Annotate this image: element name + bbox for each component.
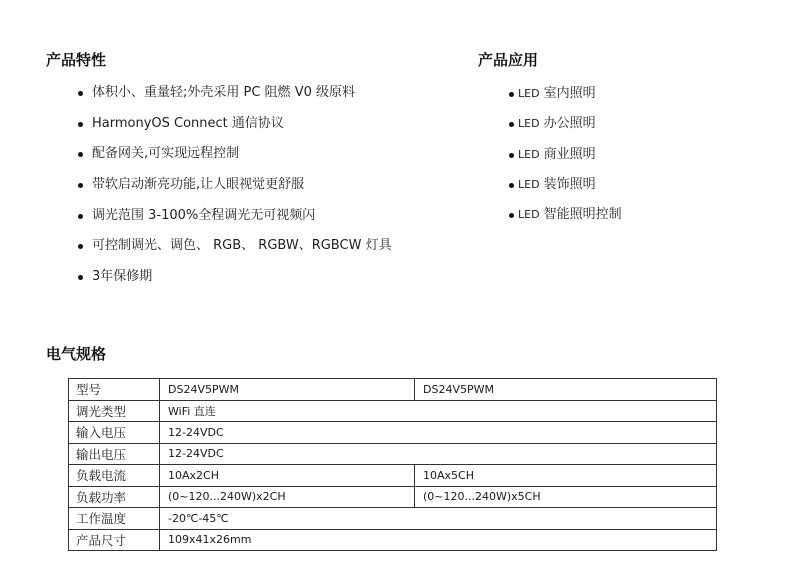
bullet-icon [78, 122, 83, 127]
table-row [69, 379, 717, 401]
feature-item [78, 82, 392, 113]
spec-value: 12-24VDC [160, 422, 717, 444]
application-list [509, 83, 622, 234]
feature-list [78, 82, 392, 297]
feature-text: 配备网关,可实现远程控制 [92, 146, 240, 162]
feature-item [78, 235, 392, 266]
bullet-icon [78, 244, 83, 249]
spec-value: DS24V5PWM [415, 379, 717, 401]
led-prefix: LED [518, 208, 540, 222]
feature-item [78, 143, 392, 174]
feature-text: 3年保修期 [92, 269, 153, 285]
feature-item [78, 113, 392, 144]
feature-text: 带软启动渐亮功能,让人眼视觉更舒服 [92, 177, 305, 193]
spec-value: (0~120...240W)x2CH [160, 486, 415, 508]
led-prefix: LED [518, 87, 540, 100]
spec-label: 产品尺寸 [69, 529, 160, 551]
spec-value: 10Ax5CH [415, 465, 717, 487]
spec-label: 输入电压 [69, 422, 160, 444]
bullet-icon [78, 183, 83, 188]
table-row [69, 465, 717, 487]
application-item [509, 83, 622, 113]
feature-item [78, 266, 392, 297]
spec-value: DS24V5PWM [160, 379, 415, 401]
specs-title: 电气规格 [46, 345, 107, 363]
spec-value: WiFi 直连 [160, 400, 717, 422]
spec-label: 工作温度 [69, 508, 160, 530]
table-row [69, 529, 717, 551]
bullet-icon [509, 213, 514, 218]
spec-label: 负载功率 [69, 486, 160, 508]
bullet-icon [78, 152, 83, 157]
spec-value: 10Ax2CH [160, 465, 415, 487]
bullet-icon [509, 92, 514, 97]
spec-label: 输出电压 [69, 443, 160, 465]
feature-text: 调光范围 3-100%全程调光无可视频闪 [92, 207, 316, 223]
application-text: 智能照明控制 [543, 207, 622, 223]
application-text: 商业照明 [543, 146, 596, 162]
feature-text: 可控制调光、调色、 RGB、 RGBW、RGBCW 灯具 [92, 238, 392, 254]
features-title: 产品特性 [46, 51, 107, 69]
feature-text: HarmonyOS Connect 通信协议 [92, 115, 284, 131]
specs-table [68, 378, 717, 551]
spec-label: 负载电流 [69, 465, 160, 487]
bullet-icon [509, 122, 514, 127]
feature-item [78, 205, 392, 236]
bullet-icon [509, 153, 514, 158]
applications-title: 产品应用 [478, 51, 539, 69]
spec-value: -20℃-45℃ [160, 508, 717, 530]
application-text: 办公照明 [543, 116, 596, 132]
application-item [509, 113, 622, 143]
feature-text: 体积小、重量轻;外壳采用 PC 阻燃 V0 级原料 [92, 85, 355, 100]
bullet-icon [78, 275, 83, 280]
bullet-icon [78, 214, 83, 219]
feature-item [78, 174, 392, 205]
bullet-icon [78, 91, 83, 96]
spec-value: 109x41x26mm [160, 529, 717, 551]
spec-label: 型号 [69, 379, 160, 401]
led-prefix: LED [518, 177, 540, 191]
application-text: 室内照明 [543, 86, 596, 101]
bullet-icon [509, 183, 514, 188]
table-row [69, 486, 717, 508]
application-item [509, 144, 622, 174]
led-prefix: LED [518, 117, 540, 131]
application-text: 装饰照明 [543, 176, 596, 192]
application-item [509, 174, 622, 204]
spec-value: 12-24VDC [160, 443, 717, 465]
spec-label: 调光类型 [69, 400, 160, 422]
application-item [509, 204, 622, 234]
table-row [69, 443, 717, 465]
table-row [69, 422, 717, 444]
table-row [69, 400, 717, 422]
table-row [69, 508, 717, 530]
spec-value: (0~120...240W)x5CH [415, 486, 717, 508]
led-prefix: LED [518, 147, 540, 161]
